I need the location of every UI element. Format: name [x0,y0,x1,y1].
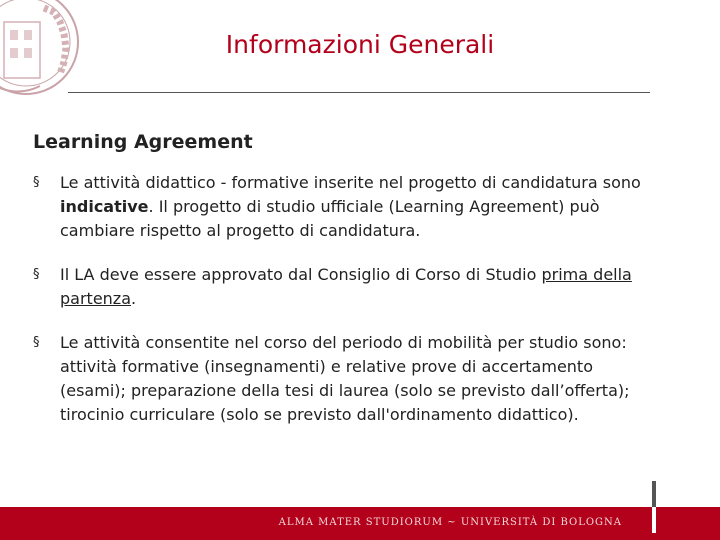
bullet-item [33,331,663,427]
bullet-marker-icon: § [33,335,40,350]
section-heading: Learning Agreement [33,131,253,153]
bullet-text-part: . Il progetto di studio ufficiale (Learning Agreement) può cambiare rispetto al progetto di candidatura. [60,197,600,240]
bullet-text-part: Le attività consentite nel corso del periodo di mobilità per studio sono: attività formative (insegnamenti) e relative prove di accertamento (esami); preparazione della tesi di laurea (solo se previsto dall’offerta); tirocinio curriculare (solo se previsto dall'ordinamento didattico). [60,333,630,424]
university-seal-icon [0,0,82,100]
footer-university-name: ALMA MATER STUDIORUM ~ UNIVERSITÀ DI BOLOGNA [278,517,622,528]
bullet-item [33,171,663,243]
footer-divider-bar-inner [652,507,656,533]
bullet-text-part: Il LA deve essere approvato dal Consiglio di Corso di Studio [60,265,542,284]
bullet-text-underlined: prima della partenza [60,265,632,308]
bullet-text-bold: indicative [60,197,149,216]
slide-title: Informazioni Generali [225,30,495,59]
footer-band [0,507,720,540]
title-divider [68,92,650,93]
bullet-marker-icon: § [33,267,40,282]
bullet-list [33,171,663,447]
bullet-item [33,263,663,311]
bullet-text-part: . [131,289,137,308]
bullet-text-part: Le attività didattico - formative inserite nel progetto di candidatura sono [60,173,641,192]
bullet-marker-icon: § [33,175,40,190]
